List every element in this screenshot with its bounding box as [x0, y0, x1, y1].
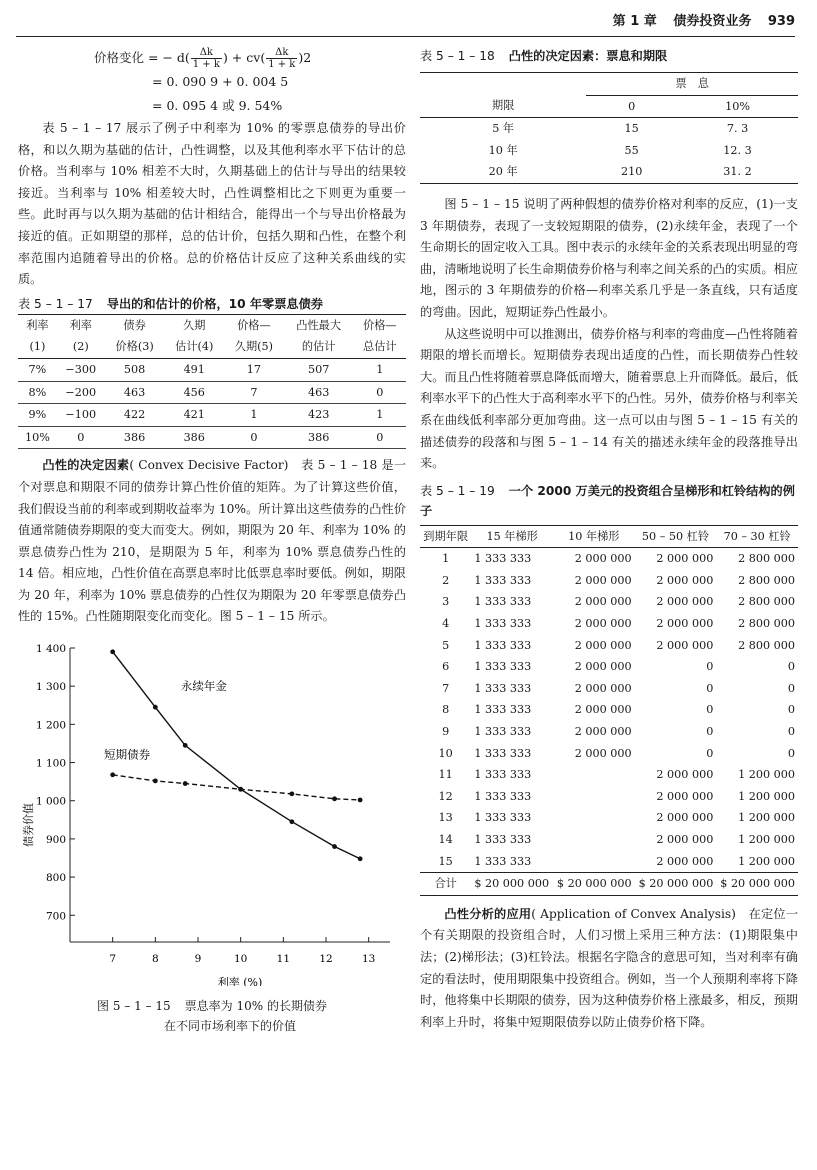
- table-header-row: 利率 利率 债券 久期 价格— 凸性最大 价格—: [18, 314, 406, 336]
- table-19-caption: 表 5 – 1 – 19 一个 2000 万美元的投资组合呈梯形和杠铃结构的例子: [420, 483, 795, 518]
- table-row: 15 1 333 333 2 000 000 1 200 000: [438, 854, 795, 868]
- data-point: [183, 781, 188, 786]
- paragraph-3: 图 5 – 1 – 15 说明了两种假想的债券价格对利率的反应，(1)一支 3 年期债券，表现了一支较短期限的债券，(2)永续年金，表现了一个生命期长的固定收入工具。图中表示的永续年金的关系表现出明显的弯曲，清晰地说明了长生命期债券价格与利率之间关系的凸的实质。相应地，图示的 3 年期债券的价格—利率关系几乎是一条直线，只有适度的弯曲。因此，短期证券凸性最小。: [420, 196, 798, 319]
- y-tick-label: 700: [45, 910, 66, 923]
- figure-caption: 图 5 – 1 – 15 票息率为 10% 的长期债券 在不同市场利率下的价值: [97, 998, 327, 1033]
- x-tick-label: 7: [109, 953, 117, 966]
- right-column: [420, 46, 798, 1033]
- table-row: 10% 0 386 386 0 386 0: [18, 426, 406, 449]
- formula-line-3: = 0. 095 4 或 9. 54%: [152, 98, 283, 113]
- data-point: [289, 792, 294, 797]
- x-tick-label: 9: [194, 953, 202, 966]
- y-tick-label: 800: [45, 872, 66, 885]
- data-point: [289, 819, 294, 824]
- series-line-short-term-bond: [113, 775, 360, 800]
- table-row: 4 1 333 333 2 000 000 2 000 000 2 800 000: [442, 617, 795, 631]
- table-19: [420, 525, 798, 896]
- table-row: 10 年 55 12. 3: [488, 143, 752, 157]
- data-point: [153, 705, 158, 710]
- x-axis-label: 利率 (%): [217, 976, 263, 987]
- data-point: [110, 772, 115, 777]
- table-row: 14 1 333 333 2 000 000 1 200 000: [438, 833, 795, 846]
- y-tick-label: 1 400: [35, 643, 66, 656]
- table-row: 11 1 333 333 2 000 000 1 200 000: [438, 768, 795, 782]
- x-tick-label: 8: [151, 953, 159, 966]
- x-tick-label: 12: [319, 953, 333, 966]
- data-point: [332, 844, 337, 849]
- data-point: [332, 796, 337, 801]
- table-17-caption: 表 5 – 1 – 17 导出的和估计的价格，10 年零票息债券: [18, 296, 323, 311]
- running-header: [16, 10, 795, 37]
- table-header-row: 期限 0 10%: [420, 95, 798, 118]
- paragraph-5: 凸性分析的应用( Application of Convex Analysis) 在定位一个有关期限的投资组合时，人们习惯上采用三种方法：(1)期限集中法；(2)梯形法；(3)杠铃法。根据名字隐含的意思可知，当对利率有确定的看法时，使用期限集中投资组合。例如，当一个人预期利率将下降时，他将集中长期限的债券，因为这种债券价格上涨最多，相反，预期利率上升时，将集中短期限债券以防止债券价格下降。: [420, 906, 799, 1029]
- price-change-formula: [94, 46, 406, 118]
- data-point: [238, 787, 243, 792]
- y-axis-label: 债券价值: [22, 803, 35, 848]
- x-tick-label: 10: [233, 953, 248, 966]
- y-tick-label: 1 200: [35, 719, 66, 732]
- data-point: [153, 779, 158, 784]
- table-row: 5 年 15 7. 3: [492, 122, 749, 136]
- table-row: 3 1 333 333 2 000 000 2 000 000 2 800 000: [442, 595, 795, 609]
- table-row: 5 1 333 333 2 000 000 2 000 000 2 800 000: [442, 638, 795, 652]
- table-row: 2 1 333 333 2 000 000 2 000 000 2 800 000: [442, 573, 795, 587]
- paragraph-2: 凸性的决定因素( Convex Decisive Factor) 表 5 – 1 – 18 是一个对票息和期限不同的债券计算凸性价值的矩阵。为了计算这些价值，我们假设当前的利率或到期收益率为 10%。所计算出这些债券的凸性价值通常随债券期限的变大而变大。例如，期限为 20 年、利率为 10% 的票息债券凸性为 210，是期限为 5 年，利率为 10% 票息债券凸性的 14 倍。相应地，凸性价值在高票息率时比低票息率时要低。例如，期限为 20 年，利率为 10% 票息债券的凸性仅为期限为 20 年零票息债券凸性的 15%。凸性随期限变化而变化。图 5 – 1 – 15 所示。: [18, 458, 407, 624]
- table-row: 20 年 210 31. 2: [420, 161, 798, 183]
- data-point: [183, 743, 188, 748]
- formula-line-1: 价格变化 = − d( $\frac{\Delta k}{1 + k}$ ) + cv( $\frac{\Delta k}{1 + k}$ )2: [94, 47, 312, 70]
- table-row: 13 1 333 333 2 000 000 1 200 000: [438, 811, 795, 825]
- formula-line-2: = 0. 090 9 + 0. 004 5: [152, 74, 289, 89]
- table-18: [420, 72, 798, 184]
- table-row: 1 1 333 333 2 000 000 2 000 000 2 800 000: [442, 552, 795, 566]
- series-label-short-term: 短期债券: [104, 747, 151, 762]
- table-header-row: 票 息: [420, 73, 798, 96]
- table-row: 合计 $ 20 000 000 $ 20 000 000 $ 20 000 000 $ 20 000 000: [420, 873, 798, 896]
- chapter-number: 第 1 章: [612, 14, 657, 29]
- y-tick-label: 900: [45, 833, 66, 846]
- figure-5-1-15: [18, 642, 406, 994]
- table-row: 7% −300 508 491 17 507 1: [18, 358, 406, 381]
- table-row: 6 1 333 333 2 000 000 0 0: [442, 660, 795, 674]
- table-18-caption: 表 5 – 1 – 18 凸性的决定因素：票息和期限: [420, 49, 668, 63]
- table-row: 10 1 333 333 2 000 000 0 0: [438, 746, 795, 760]
- data-point: [110, 649, 115, 654]
- table-row: 9 1 333 333 2 000 000 0 0: [442, 725, 795, 739]
- table-header-row: 到期年限 15 年梯形 10 年梯形 50 – 50 杠铃 70 – 30 杠铃: [420, 525, 798, 548]
- x-tick-label: 13: [361, 953, 376, 966]
- price-rate-chart: [18, 642, 406, 986]
- data-point: [358, 856, 363, 861]
- table-row: 8% −200 463 456 7 463 0: [18, 381, 406, 404]
- table-header-row: (1) (2) 价格(3) 估计(4) 久期(5) 的估计 总估计: [18, 336, 406, 358]
- data-point: [358, 798, 363, 803]
- page-number: 939: [767, 14, 795, 29]
- paragraph-1: 表 5 – 1 – 17 展示了例子中利率为 10% 的零票息债券的导出价格，和以久期为基础的估计，凸性调整，以及其他利率水平下估计的总价格。当利率与 10% 相差不大时，久期基础上的估计与导出的结果较接近。当利率与 10% 相差较大时，凸性调整相比之下则更为重要一些。此时再与以久期为基础的估计相结合，能得出一个与导出价格最为接近的值。正如期望的那样，总的估计价，包括久期和凸性，在整个利率范围内追随着导出的价格。总的价格估计反应了这种关系曲线的实质。: [18, 121, 406, 287]
- left-column: [18, 46, 406, 1036]
- y-tick-label: 1 100: [35, 757, 66, 770]
- paragraph-4: 从这些说明中可以推测出，债券价格与利率的弯曲度—凸性将随着期限的增长而增长。短期债券表现出适度的凸性，而长期债券凸性较大。而且凸性将随着票息降低而增大，随着票息上升而降低。最后，低利率水平下的凸性大于高利率水平下的凸性。另外，债券价格与利率关系在曲线低利率部分更加弯曲。这一点可以由与图 5 – 1 – 15 有关的描述债券的段落和与图 5 – 1 – 14 有关的描述永续年金的段落推导出来。: [420, 326, 798, 471]
- table-17: [18, 314, 406, 450]
- x-tick-label: 11: [276, 953, 291, 966]
- y-tick-label: 1 300: [35, 681, 66, 694]
- series-label-perpetuity: 永续年金: [180, 679, 227, 694]
- table-row: 9% −100 422 421 1 423 1: [18, 404, 406, 427]
- chapter-title: 债券投资业务: [673, 14, 752, 29]
- y-tick-label: 1 000: [35, 795, 66, 808]
- table-row: 7 1 333 333 2 000 000 0 0: [442, 681, 795, 695]
- table-row: 12 1 333 333 2 000 000 1 200 000: [438, 789, 795, 803]
- table-row: 8 1 333 333 2 000 000 0 0: [442, 703, 795, 717]
